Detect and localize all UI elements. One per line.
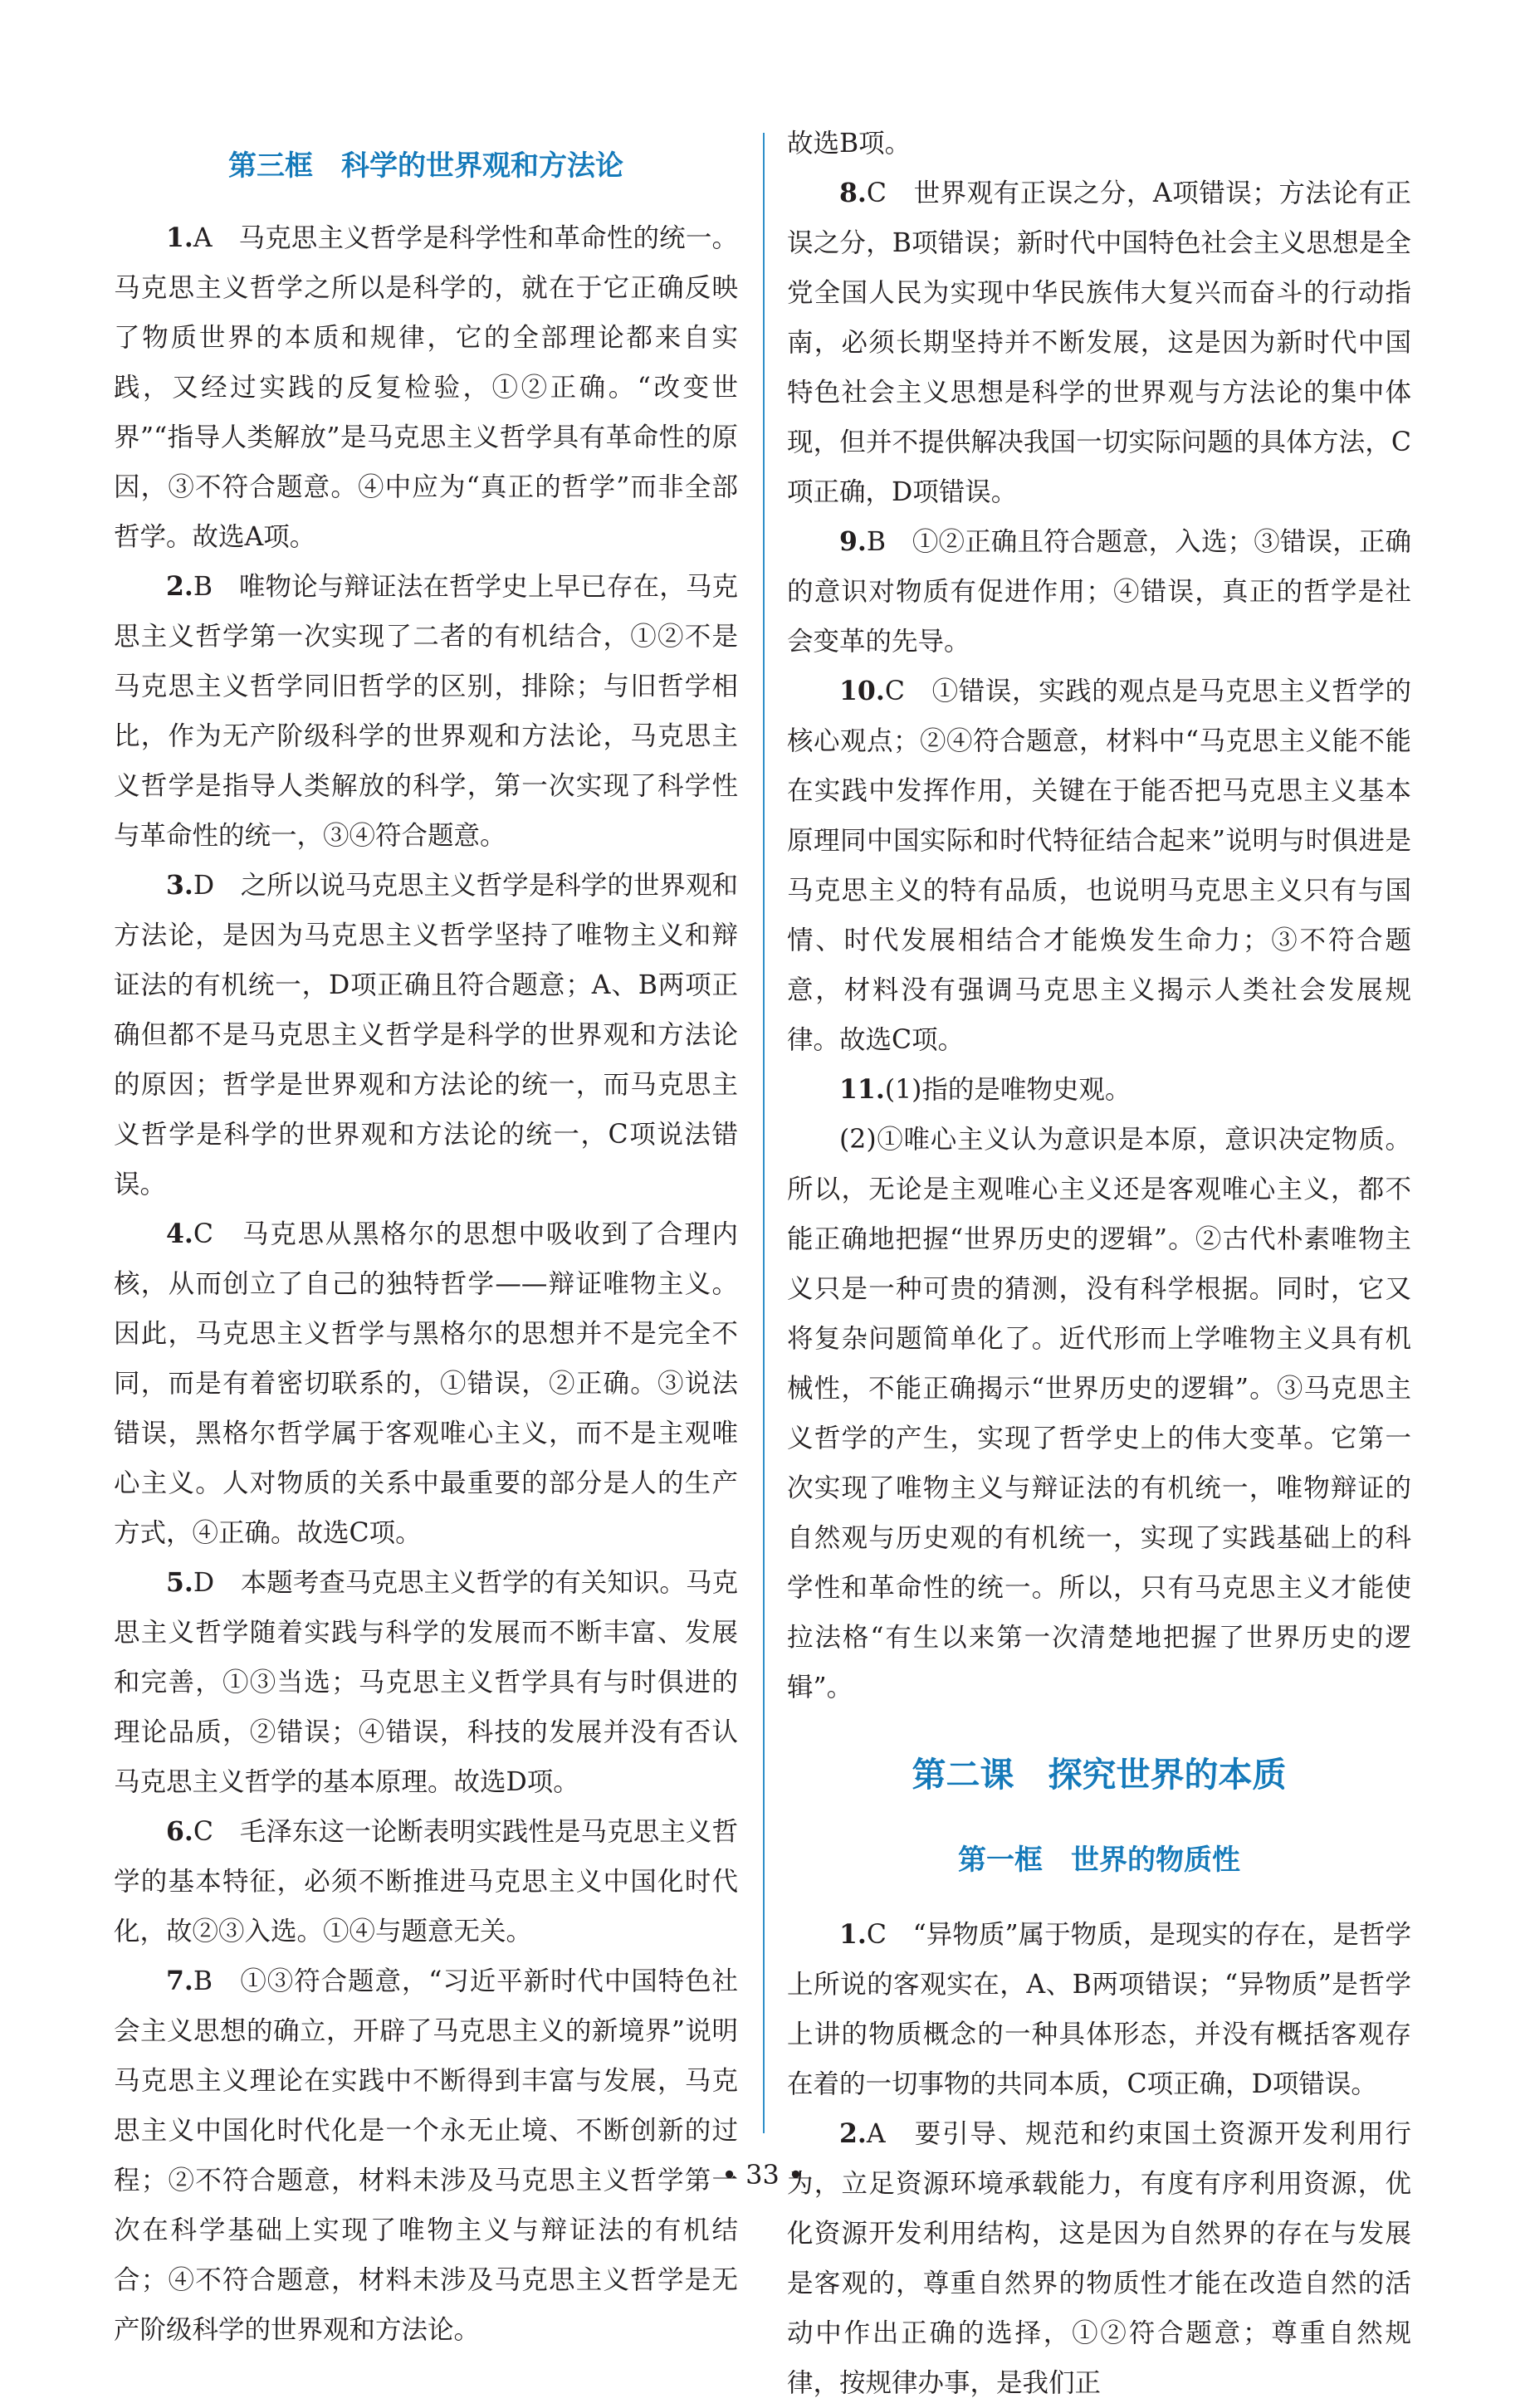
left-column [114, 0, 738, 2355]
lesson-heading: 第二课 探究世界的本质 [912, 1755, 1287, 1795]
right-answer-list [787, 169, 1411, 1712]
answer-item: 9.B ①②正确且符合题意，入选；③错误，正确的意识对物质有促进作用；④错误，真正的哲学是社会变革的先导。 [787, 526, 1411, 657]
answer-item: 5.D 本题考查马克思主义哲学的有关知识。马克思主义哲学随着实践与科学的发展而不断丰富、发展和完善，①③当选；马克思主义哲学具有与时俱进的理论品质，②错误；④错误，科技的发展并没有否认马克思主义哲学的基本原理。故选D项。 [114, 1567, 738, 1797]
answer-item-part: (2)①唯心主义认为意识是本原，意识决定物质。所以，无论是主观唯心主义还是客观唯心主义，都不能正确地把握“世界历史的逻辑”。②古代朴素唯物主义只是一种可贵的猜测，没有科学根据。同时，它又将复杂问题简单化了。近代形而上学唯物主义具有机械性，不能正确揭示“世界历史的逻辑”。③马克思主义哲学的产生，实现了哲学史上的伟大变革。它第一次实现了唯物主义与辩证法的有机统一，唯物辩证的自然观与历史观的有机统一，实现了实践基础上的科学性和革命性的统一。所以，只有马克思主义才能使拉法格“有生以来第一次清楚地把握了世界历史的逻辑”。 [787, 1125, 1411, 1702]
answer-item: 10.C ①错误，实践的观点是马克思主义哲学的核心观点；②④符合题意，材料中“马克思主义能不能在实践中发挥作用，关键在于能否把马克思主义基本原理同中国实际和时代特征结合起来”说明与时俱进是马克思主义的特有品质，也说明马克思主义只有与国情、时代发展相结合才能焕发生命力；③不符合题意，材料没有强调马克思主义揭示人类社会发展规律。故选C项。 [787, 676, 1411, 1055]
answer-item: 2.A 要引导、规范和约束国土资源开发利用行为，立足资源环境承载能力，有度有序利用资源，优化资源开发利用结构，这是因为自然界的存在与发展是客观的，尊重自然界的物质性才能在改造自然的活动中作出正确的选择，①②符合题意；尊重自然规律，按规律办事，是我们正 [787, 2118, 1411, 2398]
answer-item: 2.B 唯物论与辩证法在哲学史上早已存在，马克思主义哲学第一次实现了二者的有机结合，①②不是马克思主义哲学同旧哲学的区别，排除；与旧哲学相比，作为无产阶级科学的世界观和方法论，马克思主义哲学是指导人类解放的科学，第一次实现了科学性与革命性的统一，③④符合题意。 [114, 571, 738, 851]
left-answer-list [114, 213, 738, 2355]
answer-item: 1.C “异物质”属于物质，是现实的存在，是哲学上所说的客观实在，A、B两项错误；“异物质”是哲学上讲的物质概念的一种具体形态，并没有概括客观存在着的一切事物的共同本质，C项正确，D项错误。 [787, 1919, 1411, 2099]
continuation-text: 故选B项。 [787, 129, 912, 159]
answer-item: 1.A 马克思主义哲学是科学性和革命性的统一。马克思主义哲学之所以是科学的，就在于它正确反映了物质世界的本质和规律，它的全部理论都来自实践，又经过实践的反复检验，①②正确。“改变世界”“指导人类解放”是马克思主义哲学具有革命性的原因，③不符合题意。④中应为“真正的哲学”而非全部哲学。故选A项。 [114, 222, 738, 552]
answer-item: 6.C 毛泽东这一论断表明实践性是马克思主义哲学的基本特征，必须不断推进马克思主义中国化时代化，故②③入选。①④与题意无关。 [114, 1816, 738, 1946]
section-heading-frame-1: 第一框 世界的物质性 [958, 1844, 1240, 1877]
answer-item: 7.B ①③符合题意，“习近平新时代中国特色社会主义思想的确立，开辟了马克思主义的新境界”说明马克思主义理论在实践中不断得到丰富与发展，马克思主义中国化时代化是一个永无止境、不断创新的过程；②不符合题意，材料未涉及马克思主义哲学第一次在科学基础上实现了唯物主义与辩证法的有机结合；④不符合题意，材料未涉及马克思主义哲学是无产阶级科学的世界观和方法论。 [114, 1966, 738, 2345]
answer-item: 3.D 之所以说马克思主义哲学是科学的世界观和方法论，是因为马克思主义哲学坚持了唯物主义和辩证法的有机统一，D项正确且符合题意；A、B两项正确但都不是马克思主义哲学是科学的世界观和方法论的原因；哲学是世界观和方法论的统一，而马克思主义哲学是科学的世界观和方法论的统一，C项说法错误。 [114, 870, 738, 1199]
column-divider [763, 133, 765, 2133]
answer-item: 11.(1)指的是唯物史观。 [839, 1074, 1132, 1105]
answer-item: 8.C 世界观有正误之分，A项错误；方法论有正误之分，B项错误；新时代中国特色社会主义思想是全党全国人民为实现中华民族伟大复兴而奋斗的行动指南，必须长期坚持并不断发展，这是因为新时代中国特色社会主义思想是科学的世界观与方法论的集中体现，但并不提供解决我国一切实际问题的具体方法，C项正确，D项错误。 [787, 178, 1411, 507]
answer-item: 4.C 马克思从黑格尔的思想中吸收到了合理内核，从而创立了自己的独特哲学——辩证唯物主义。因此，马克思主义哲学与黑格尔的思想并不是完全不同，而是有着密切联系的，①错误，②正确。③说法错误，黑格尔哲学属于客观唯心主义，而不是主观唯心主义。人对物质的关系中最重要的部分是人的生产方式，④正确。故选C项。 [114, 1219, 738, 1548]
page-number: • 33 • [721, 2159, 804, 2191]
section-heading-frame-3: 第三框 科学的世界观和方法论 [228, 149, 623, 183]
right-column [787, 0, 1411, 2408]
